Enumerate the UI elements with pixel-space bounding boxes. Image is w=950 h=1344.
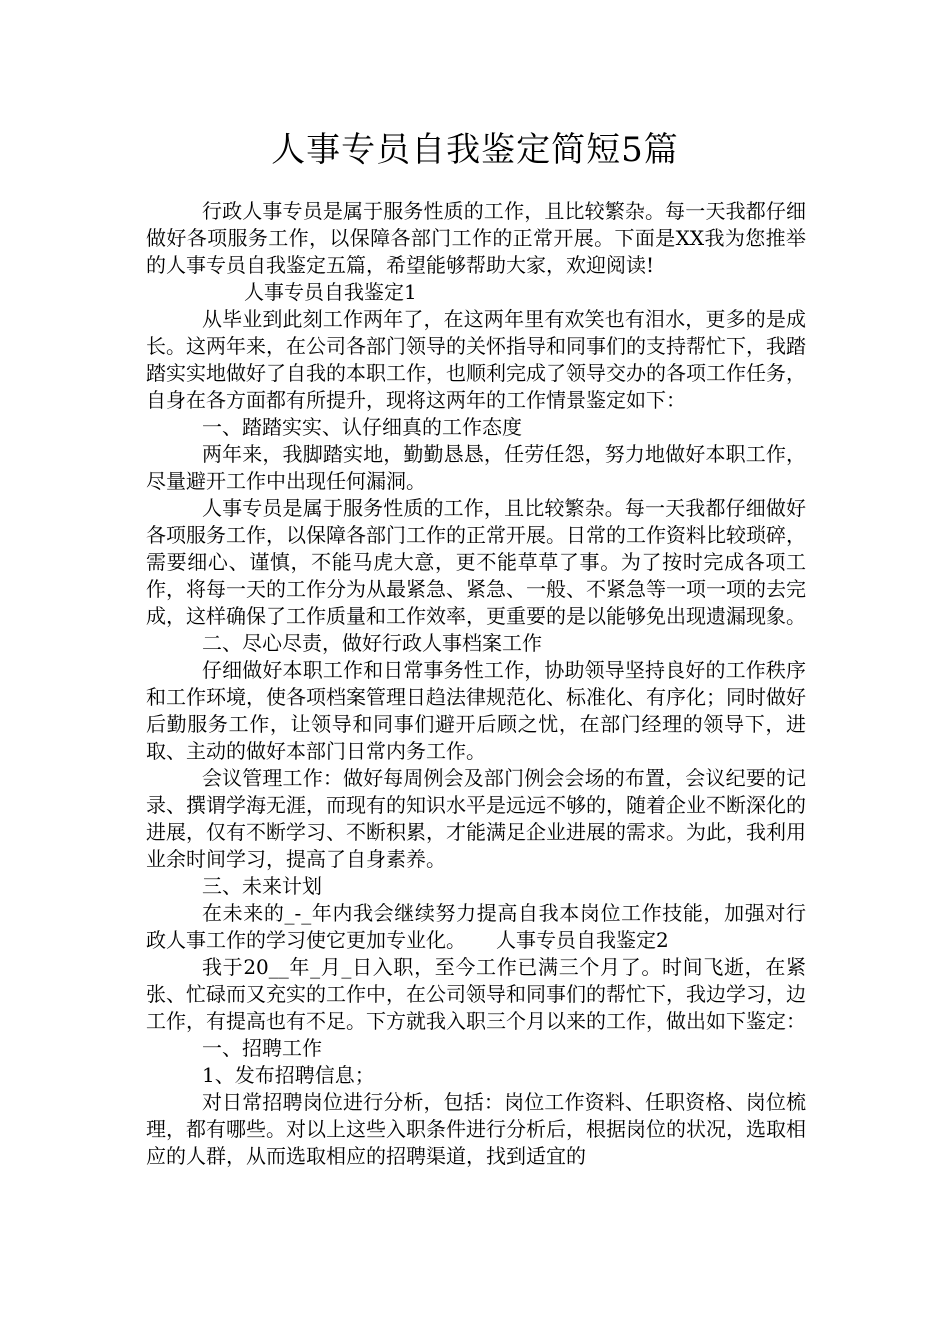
paragraph: 在未来的_-_年内我会继续努力提高自我本岗位工作技能，加强对行政人事工作的学习使它更加专业化。 人事专员自我鉴定2 bbox=[146, 901, 806, 952]
subheading: 二、尽心尽责，做好行政人事档案工作 bbox=[202, 631, 542, 655]
document-title: 人事专员自我鉴定简短5篇 bbox=[271, 130, 679, 170]
paragraph: 我于20__年_月_日入职，至今工作已满三个月了。时间飞逝，在紧张、忙碌而又充实的工作中，在公司领导和同事们的帮忙下，我边学习，边工作，有提高也有不足。下方就我入职三个月以来的工作，做出如下鉴定： bbox=[146, 955, 806, 1033]
paragraph: 从毕业到此刻工作两年了，在这两年里有欢笑也有泪水，更多的是成长。这两年来，在公司各部门领导的关怀指导和同事们的支持帮忙下，我踏踏实实地做好了自我的本职工作，也顺利完成了领导交办的各项工作任务，自身在各方面都有所提升，现将这两年的工作情景鉴定如下： bbox=[146, 307, 806, 412]
intro-paragraph: 行政人事专员是属于服务性质的工作，且比较繁杂。每一天我都仔细做好各项服务工作，以保障各部门工作的正常开展。下面是XX我为您推举的人事专员自我鉴定五篇，希望能够帮助大家，欢迎阅读! bbox=[146, 199, 806, 277]
subheading: 一、招聘工作 bbox=[202, 1036, 322, 1060]
paragraph: 两年来，我脚踏实地，勤勤恳恳，任劳任怨，努力地做好本职工作，尽量避开工作中出现任何漏洞。 bbox=[146, 442, 806, 493]
subheading: 三、未来计划 bbox=[202, 874, 322, 898]
section-heading-1: 人事专员自我鉴定1 bbox=[244, 280, 417, 304]
subheading: 一、踏踏实实、认仔细真的工作态度 bbox=[202, 415, 522, 439]
paragraph: 人事专员是属于服务性质的工作，且比较繁杂。每一天我都仔细做好各项服务工作，以保障各部门工作的正常开展。日常的工作资料比较琐碎，需要细心、谨慎，不能马虎大意，更不能草草了事。为了按时完成各项工作，将每一天的工作分为从最紧急、紧急、一般、不紧急等一项一项的去完成，这样确保了工作质量和工作效率，更重要的是以能够免出现遗漏现象。 bbox=[146, 496, 806, 628]
paragraph: 对日常招聘岗位进行分析，包括：岗位工作资料、任职资格、岗位梳理，都有哪些。对以上这些入职条件进行分析后，根据岗位的状况，选取相应的人群，从而选取相应的招聘渠道，找到适宜的 bbox=[146, 1090, 806, 1168]
paragraph: 仔细做好本职工作和日常事务性工作，协助领导坚持良好的工作秩序和工作环境，使各项档案管理日趋法律规范化、标准化、有序化；同时做好后勤服务工作，让领导和同事们避开后顾之忧，在部门经理的领导下，进取、主动的做好本部门日常内务工作。 bbox=[146, 658, 806, 763]
subheading: 1、发布招聘信息； bbox=[202, 1063, 375, 1087]
document-body bbox=[146, 198, 806, 1170]
paragraph: 会议管理工作：做好每周例会及部门例会会场的布置，会议纪要的记录、撰谓学海无涯，而现有的知识水平是远远不够的，随着企业不断深化的进展，仅有不断学习、不断积累，才能满足企业进展的需求。为此，我利用业余时间学习，提高了自身素养。 bbox=[146, 766, 806, 871]
